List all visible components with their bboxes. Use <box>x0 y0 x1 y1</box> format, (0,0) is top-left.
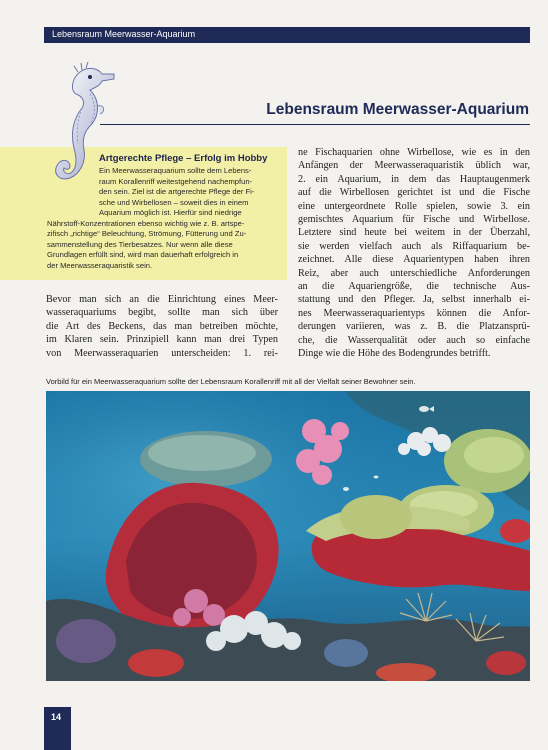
body-line: auf die Wirbellosen gerichtet ist und die Fische <box>298 187 530 199</box>
body-line: zeichnet. Alle diese Aquarientypen haben ihren <box>298 254 530 266</box>
page-title: Lebensraum Meerwasser-Aquarium <box>266 101 529 118</box>
body-line: von Meerwasseraquarien unterscheiden: 1. rei- <box>46 347 278 359</box>
body-text-right <box>298 146 530 361</box>
body-line: Letztere sind heute bei weitem in der Überzahl, <box>298 227 530 239</box>
info-box-line: raum Korallenriff weitestgehend nachempfun- <box>99 176 253 186</box>
title-rule <box>100 124 530 125</box>
coral-reef-photo <box>46 391 530 681</box>
info-box-line: zifisch „richtige“ Beleuchtung, Strömung, Fütterung und Zu- <box>47 229 247 238</box>
body-line: Dinge wie die Höhe des Bodengrundes betrifft. <box>298 348 491 360</box>
body-line: gemischtes Aquarium für Fische und Wirbellose. <box>298 214 530 226</box>
body-line: che, die Wasserqualität oder auch so einfache <box>298 334 530 346</box>
body-text-left <box>46 293 278 360</box>
info-box-line: der Meerwasseraquaristik sein. <box>47 260 153 270</box>
section-header-bar <box>44 27 530 43</box>
info-box-line: den sein. Ziel ist die artgerechte Pflege der Fi- <box>99 187 255 196</box>
body-line: sie werden vielfach auch als Riffaquarium be- <box>298 240 530 252</box>
info-box-line: Aquarium möglich ist. Hierfür sind niedrige <box>99 208 242 217</box>
figure-caption: Vorbild für ein Meerwasseraquarium sollte der Lebensraum Korallenriff mit all der Vielfalt seiner Bewohner sein. <box>46 377 416 386</box>
seahorse-illustration <box>40 60 120 210</box>
body-line: 2. ein Aquarium, in dem das Hauptaugenmerk <box>298 173 530 185</box>
body-line: stattung und den Pfleger. Ja, selbst innerhalb ei- <box>298 294 530 306</box>
page-number-tab <box>44 707 71 750</box>
info-box-line: sammenstellung des Tierbesatzes. Nur wenn alle diese <box>47 239 233 249</box>
info-box-line: Grundlagen erfüllt sind, wird man dauerhaft erfolgreich in <box>47 250 239 259</box>
body-line: Anfängen der Meerwasseraquaristik üblich war, <box>298 160 530 172</box>
info-box-line: Ein Meerwasseraquarium sollte dem Lebens- <box>99 166 252 175</box>
info-box-line: Nährstoff-Konzentrationen ebenso wichtig wie z. B. artspe- <box>47 218 245 228</box>
info-box-line: sche und Wirbellosen – soweit dies in einem <box>99 197 249 207</box>
body-line: derungen variieren, was z. B. die Platzansprü- <box>298 321 530 333</box>
body-line: Reiz, aber auch unterschiedliche Anforderungen <box>298 267 530 279</box>
body-line: eine untergeordnete Rolle spielen, sowie 3. ein <box>298 200 530 212</box>
info-box-title: Artgerechte Pflege – Erfolg im Hobby <box>99 153 268 164</box>
body-line: wasseraquariums begibt, sollte man sich über <box>46 307 278 319</box>
body-line: im Klaren sein. Prinzipiell kann man drei Typen <box>46 334 278 346</box>
page-number: 14 <box>51 712 62 722</box>
body-line: an die Aquariengröße, die technische Aus- <box>298 281 530 293</box>
body-line: nes Meerwasseraquarientyps können die Anfor- <box>298 307 530 319</box>
body-line: die Art des Beckens, das man betreiben möchte, <box>46 320 278 332</box>
body-line: Bevor man sich an die Einrichtung eines Meer- <box>46 294 278 305</box>
body-line: ne Fischaquarien ohne Wirbellose, wie es in den <box>298 147 530 158</box>
section-label: Lebensraum Meerwasser-Aquarium <box>52 29 196 39</box>
